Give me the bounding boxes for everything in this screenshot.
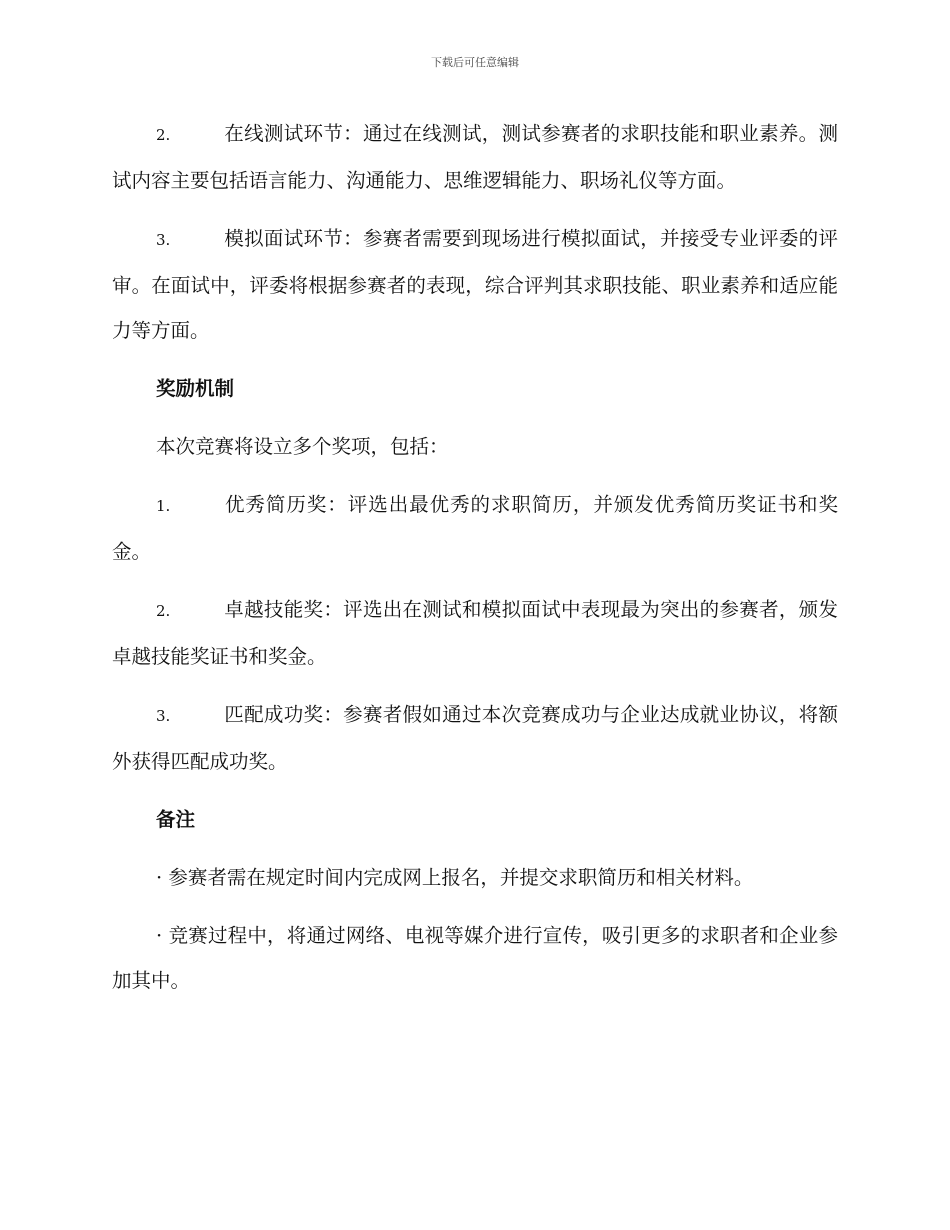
list-item — [112, 216, 838, 353]
item-text: 模拟面试环节：参赛者需要到现场进行模拟面试，并接受专业评委的评审。在面试中，评委将根据参赛者的表现，综合评判其求职技能、职业素养和适应能力等方面。 — [112, 227, 838, 342]
item-text: 在线测试环节：通过在线测试，测试参赛者的求职技能和职业素养。测试内容主要包括语言能力、沟通能力、思维逻辑能力、职场礼仪等方面。 — [112, 122, 838, 192]
item-number: 3. — [156, 231, 171, 249]
item-text: 匹配成功奖：参赛者假如通过本次竞赛成功与企业达成就业协议，将额外获得匹配成功奖。 — [112, 703, 838, 773]
list-item — [112, 587, 838, 679]
item-number: 1. — [156, 497, 171, 515]
note-item: · 参赛者需在规定时间内完成网上报名，并提交求职简历和相关材料。 — [156, 866, 754, 889]
item-number: 2. — [156, 602, 171, 620]
item-text: 卓越技能奖：评选出在测试和模拟面试中表现最为突出的参赛者，颁发卓越技能奖证书和奖金。 — [112, 598, 838, 668]
awards-intro: 本次竞赛将设立多个奖项，包括： — [156, 435, 449, 458]
section-heading-awards: 奖励机制 — [156, 377, 235, 400]
document-body — [112, 111, 838, 1016]
page-header: 下载后可任意编辑 — [431, 56, 519, 69]
item-number: 2. — [156, 126, 171, 144]
list-item — [112, 482, 838, 574]
note-item: · 竞赛过程中，将通过网络、电视等媒介进行宣传，吸引更多的求职者和企业参加其中。 — [112, 924, 838, 992]
item-number: 3. — [156, 707, 171, 725]
list-item — [112, 111, 838, 203]
section-heading-notes: 备注 — [156, 808, 196, 831]
list-item — [112, 692, 838, 784]
item-text: 优秀简历奖：评选出最优秀的求职简历，并颁发优秀简历奖证书和奖金。 — [112, 493, 838, 563]
